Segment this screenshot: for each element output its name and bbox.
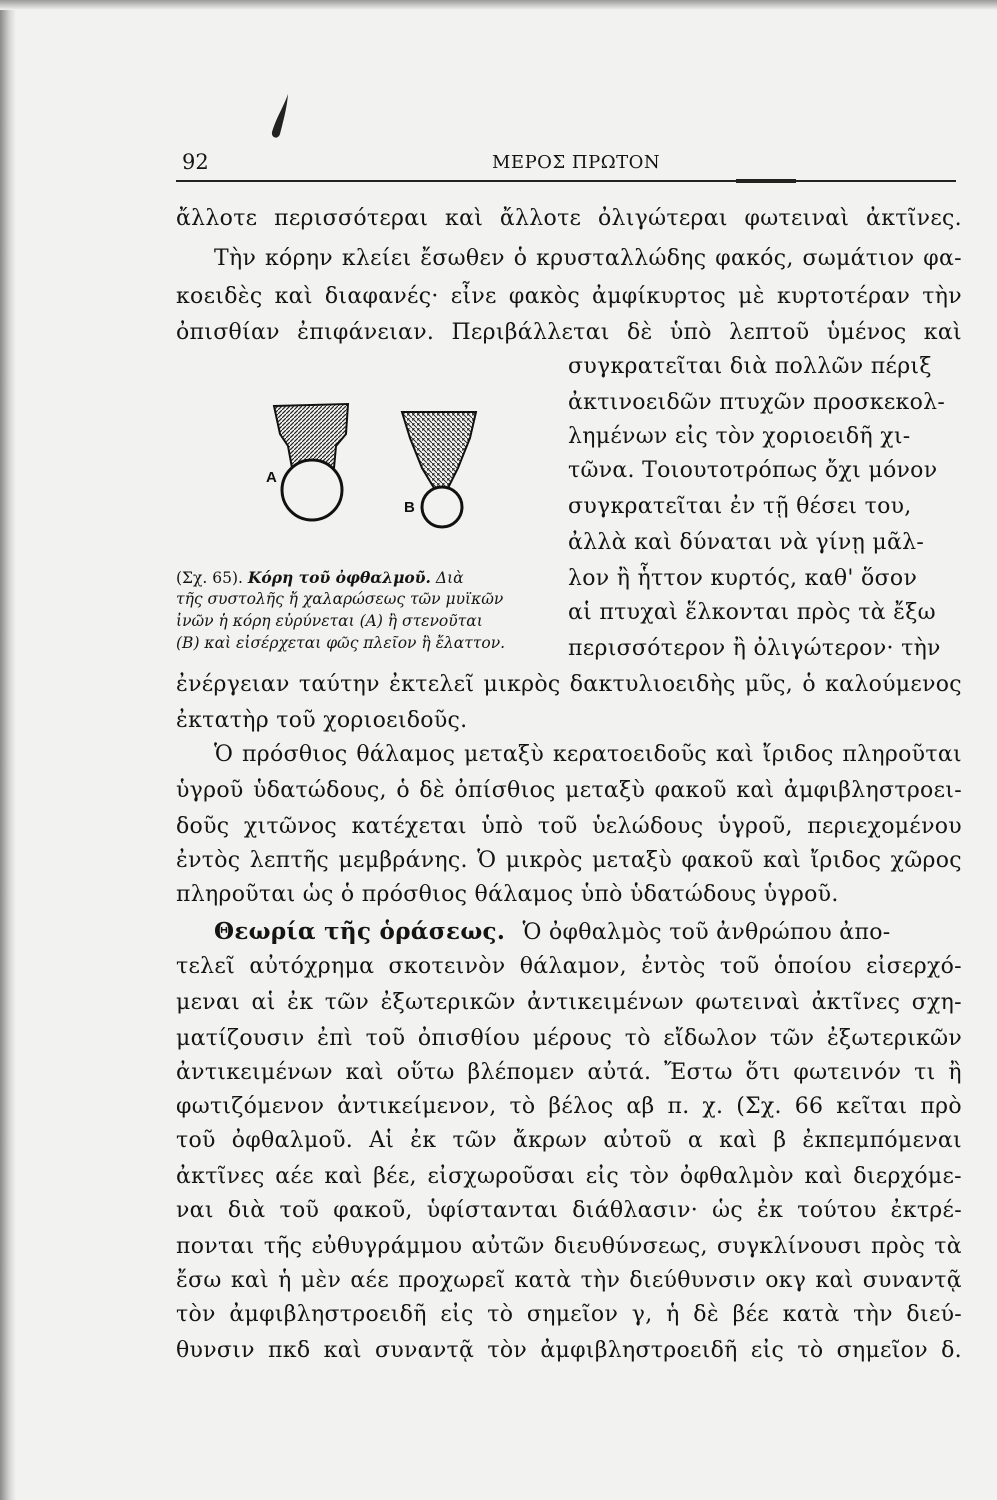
word: ἐνέργειαν: [176, 672, 290, 697]
body-line: ἀκτινοειδῶν πτυχῶν προσκεκολ-: [568, 390, 946, 415]
body-line: [176, 1026, 962, 1051]
word: 66: [794, 1094, 824, 1119]
pupil-a-circle: [282, 460, 342, 520]
word: πρόσθιος: [242, 742, 348, 767]
word: αὐτῶν: [471, 1234, 545, 1259]
word: οκγ: [765, 1268, 807, 1293]
word: Ὁ: [214, 742, 234, 767]
word: μικρὸς: [505, 848, 583, 873]
word: καὶ: [923, 320, 962, 345]
body-line: [176, 848, 962, 873]
word: δὲ: [626, 320, 653, 345]
body-line: [176, 1198, 962, 1223]
word: θάλαμον,: [519, 954, 627, 979]
figure-caption-line: [176, 568, 552, 587]
word: ὑπὸ: [481, 814, 524, 839]
word: τοῦ: [537, 814, 578, 839]
word: τὸ: [797, 1338, 824, 1363]
word: καὶ: [762, 848, 802, 873]
word: ἀμφιβληστροειδῆ: [229, 1302, 427, 1327]
word: ἔσω: [176, 1268, 222, 1293]
word: ἐντὸς: [641, 954, 706, 979]
word: μεμβράνης.: [338, 848, 468, 873]
word: θάλαμος: [356, 742, 456, 767]
word: ἐκ: [410, 1128, 437, 1153]
word: Αἱ: [369, 1128, 395, 1153]
word: μῦς,: [744, 672, 794, 697]
word: διαφανές·: [324, 284, 439, 309]
body-line: πληροῦται ὡς ὁ πρόσθιος θάλαμος ὑπὸ ὑδατώδους ὑγροῦ.: [176, 882, 839, 907]
word: ὡς: [712, 1198, 743, 1223]
word: ἐκτελεῖ: [389, 672, 475, 697]
page-edge-shadow: [0, 0, 16, 1500]
word: βέε,: [373, 1164, 417, 1189]
body-line: [176, 814, 962, 839]
body-line: [176, 1094, 962, 1119]
body-line: [176, 990, 962, 1015]
word: σωμάτιον: [802, 246, 915, 271]
word: ὁ: [513, 246, 528, 271]
word: φακὸς: [508, 284, 580, 309]
word: Ὁ: [477, 848, 497, 873]
word: λεπτοῦ: [729, 320, 810, 345]
page-number: 92: [182, 150, 209, 174]
word: συναντᾷ: [375, 1338, 475, 1363]
body-line: ἐκτατὴρ τοῦ χοριοειδοῦς.: [176, 708, 468, 733]
pupil-figure: [262, 398, 482, 538]
word: γ,: [631, 1302, 653, 1327]
word: μὲ: [738, 284, 765, 309]
word: τὸ: [487, 1302, 514, 1327]
word: διεύθυνσιν: [629, 1268, 757, 1293]
word: τῆς: [263, 1234, 303, 1259]
word: καὶ: [274, 284, 313, 309]
word: καὶ: [815, 1268, 854, 1293]
word: πρὸ: [920, 1094, 962, 1119]
word: (Σχ.: [736, 1094, 782, 1119]
word: μεταξὺ: [565, 778, 646, 803]
body-line: συγκρατεῖται ἐν τῇ θέσει του,: [568, 494, 912, 519]
pupil-b-circle: [422, 487, 462, 527]
header-rule: [176, 180, 956, 182]
word: εἰσερχό-: [866, 954, 962, 979]
word: ἀκτῖνες.: [866, 206, 962, 231]
body-line: [176, 284, 962, 309]
word: εἰς: [585, 1164, 619, 1189]
word: καὶ: [445, 206, 484, 231]
body-line: τῶνα. Τοιουτοτρόπως ὄχι μόνον: [568, 458, 938, 483]
word: μέρους: [532, 1026, 613, 1051]
word: δὲ: [419, 778, 445, 803]
word: ἄλλοτε: [499, 206, 582, 231]
iris-b-shape: [402, 412, 476, 488]
word: ἐκ: [757, 1198, 784, 1223]
word: μικρὸς: [483, 672, 561, 697]
word: κοειδὲς: [176, 284, 263, 309]
word: φωτιζόμενον: [176, 1094, 325, 1119]
word: ἢ: [948, 1060, 962, 1085]
word: κατὰ: [514, 1268, 572, 1293]
figure-title: Κόρη τοῦ ὀφθαλμοῦ.: [247, 568, 431, 587]
word: ἐκπεμπόμεναι: [802, 1128, 962, 1153]
word: κερατοειδοῦς: [552, 742, 708, 767]
word: διάθλασιν·: [572, 1198, 699, 1223]
body-line: [214, 246, 962, 271]
figure-caption-line: (Β) καὶ εἰσέρχεται φῶς πλεῖον ἢ ἔλαττον.: [176, 634, 506, 652]
word: κυρτοτέραν: [776, 284, 911, 309]
word: ὑγροῦ: [176, 778, 244, 803]
word: πκδ: [268, 1338, 311, 1363]
word: βέε: [732, 1302, 770, 1327]
body-line: ἀλλὰ καὶ δύναται νὰ γίνῃ μᾶλ-: [568, 530, 925, 555]
word: ὑφίστανται: [426, 1198, 559, 1223]
word: ὁ: [396, 778, 410, 803]
figure-caption-line: τῆς συστολῆς ἤ χαλαρώσεως τῶν μυϊκῶν: [176, 590, 504, 608]
word: διευθύνσεως,: [553, 1234, 708, 1259]
word: κόρην: [265, 246, 333, 271]
word: τι: [914, 1060, 936, 1085]
body-line: [176, 1128, 962, 1153]
body-line: αἱ πτυχαὶ ἕλκονται πρὸς τὰ ἔξω: [568, 600, 936, 625]
body-line: λον ἢ ἧττον κυρτός, καθ' ὅσον: [568, 566, 918, 591]
word: αὐτοῦ: [603, 1128, 672, 1153]
word: αὐτόχρημα: [249, 954, 375, 979]
word: φακοῦ: [681, 848, 754, 873]
word: καὶ: [323, 1338, 362, 1363]
word: εὐθυγράμμου: [311, 1234, 463, 1259]
word: ἐπιφάνειαν.: [297, 320, 435, 345]
word: ἀμφιβληστροει-: [783, 778, 962, 803]
section-heading: Θεωρία τῆς ὁράσεως.: [214, 918, 506, 945]
word: ὅτι: [745, 1060, 781, 1085]
word: ὀφθαλμοῦ.: [231, 1128, 354, 1153]
word: ὑπὸ: [669, 320, 712, 345]
word: τὴν: [580, 1268, 621, 1293]
word: προχωρεῖ: [398, 1268, 506, 1293]
section-first-line: Ὁ ὀφθαλμὸς τοῦ ἀνθρώπου ἀπο-: [522, 920, 891, 945]
word: τῶν: [324, 990, 370, 1015]
word: τὸν: [629, 1164, 670, 1189]
word: ἀμφιβληστροειδῆ: [540, 1338, 738, 1363]
word: σημεῖον: [836, 1338, 928, 1363]
word: πονται: [176, 1234, 255, 1259]
word: τὸ: [624, 1026, 651, 1051]
word: αἱ: [251, 990, 276, 1015]
word: ἀκτῖνες: [176, 1164, 265, 1189]
word: καὶ: [719, 1128, 758, 1153]
word: ἀκτῖνες: [811, 990, 901, 1015]
word: τὴν: [922, 284, 962, 309]
word: ἡ: [666, 1302, 680, 1327]
body-line: συγκρατεῖται διὰ πολλῶν πέριξ: [568, 354, 932, 379]
word: σχη-: [911, 990, 962, 1015]
word: χ.: [702, 1094, 724, 1119]
word: διερχόμε-: [853, 1164, 962, 1189]
word: π.: [667, 1094, 690, 1119]
word: δ.: [941, 1338, 962, 1363]
word: τὰ: [934, 1234, 962, 1259]
word: τοῦ: [279, 1198, 320, 1223]
word: ἐκ: [287, 990, 314, 1015]
word: ὁ: [802, 672, 816, 697]
word: δοῦς: [176, 814, 230, 839]
word: διὰ: [227, 1198, 266, 1223]
page-header: [176, 146, 956, 180]
body-line: [176, 778, 962, 803]
word: ἐξωτερικῶν: [380, 990, 516, 1015]
word: αβ: [626, 1094, 655, 1119]
word: μεταξὺ: [464, 742, 545, 767]
ink-smudge-mark: [266, 92, 296, 142]
word: μεταξὺ: [592, 848, 673, 873]
word: ματίζουσιν: [176, 1026, 305, 1051]
body-line: περισσότερον ἢ ὀλιγώτερον· τὴν: [568, 636, 941, 661]
word: τούτου: [797, 1198, 877, 1223]
word: ἀντικειμένων: [176, 1060, 333, 1085]
word: ὁποίου: [773, 954, 852, 979]
body-line: [176, 1164, 962, 1189]
word: φα-: [923, 246, 962, 271]
word: ἐξωτερικῶν: [826, 1026, 962, 1051]
body-line: [176, 206, 962, 231]
word: καὶ: [736, 778, 775, 803]
word: κλείει: [341, 246, 412, 271]
word: συναντᾷ: [862, 1268, 962, 1293]
body-line: [176, 672, 962, 697]
word: μεναι: [176, 990, 241, 1015]
word: κατέχεται: [351, 814, 467, 839]
word: τὸν: [487, 1338, 528, 1363]
section-heading-line: [214, 918, 962, 945]
word: τῶν: [769, 1026, 815, 1051]
word: καλούμενος: [825, 672, 962, 697]
word: φωτειναὶ: [744, 206, 850, 231]
word: ταύτην: [298, 672, 380, 697]
word: τοῦ: [719, 954, 760, 979]
word: εἴδωλον: [663, 1026, 758, 1051]
word: κατὰ: [782, 1302, 840, 1327]
word: Περιβάλλεται: [451, 320, 610, 345]
figure-reference: (Σχ. 65).: [176, 569, 243, 587]
page-top-shadow: [0, 0, 997, 10]
body-line: [176, 1302, 962, 1327]
body-line: λημένων εἰς τὸν χοριοειδῆ χι-: [568, 424, 911, 449]
word: ἔσωθεν: [420, 246, 505, 271]
word: χῶρος: [890, 848, 962, 873]
word: α: [687, 1128, 704, 1153]
word: πρὸς: [870, 1234, 926, 1259]
word: καὶ: [804, 1164, 843, 1189]
word: εἰσχωροῦσαι: [427, 1164, 576, 1189]
word: τὸ: [509, 1094, 536, 1119]
body-line: [176, 320, 962, 345]
word: ὀπισθίου: [417, 1026, 521, 1051]
word: τοῦ: [176, 1128, 216, 1153]
word: μὲν: [300, 1268, 342, 1293]
word: Ἔστω: [664, 1060, 733, 1085]
word: ἄκρων: [512, 1128, 588, 1153]
caption-text: Διὰ: [435, 569, 464, 587]
word: συγκλίνουσι: [716, 1234, 862, 1259]
word: σκοτεινὸν: [388, 954, 506, 979]
body-line: [176, 1268, 962, 1293]
word: ὀφθαλμὸν: [679, 1164, 794, 1189]
word: σημεῖον: [526, 1302, 619, 1327]
word: τοῦ: [365, 1026, 406, 1051]
word: καὶ: [230, 1268, 269, 1293]
word: ἴριδος: [762, 742, 834, 767]
word: ἄλλοτε: [176, 206, 258, 231]
word: λεπτῆς: [249, 848, 330, 873]
word: εἰς: [750, 1338, 785, 1363]
word: ναι: [176, 1198, 214, 1223]
word: ἐντὸς: [176, 848, 241, 873]
body-line: [176, 1338, 962, 1363]
body-line: [176, 1234, 962, 1259]
word: περιεχομένου: [807, 814, 962, 839]
body-line: [214, 742, 962, 767]
word: χιτῶνος: [243, 814, 338, 839]
iris-a-shape: [274, 404, 348, 468]
word: βέλος: [548, 1094, 614, 1119]
word: τὴν: [853, 1302, 893, 1327]
word: κεῖται: [836, 1094, 908, 1119]
word: τελεῖ: [176, 954, 236, 979]
word: Τὴν: [214, 246, 257, 271]
word: φακοῦ,: [333, 1198, 413, 1223]
word: ἐκτρέ-: [890, 1198, 962, 1223]
word: εἶνε: [450, 284, 497, 309]
word: φωτειναὶ: [695, 990, 801, 1015]
word: ἐπὶ: [317, 1026, 353, 1051]
word: δακτυλιοειδὴς: [569, 672, 736, 697]
word: διεύ-: [906, 1302, 962, 1327]
word: κρυσταλλώδης: [536, 246, 707, 271]
word: ὀλιγώτεραι: [597, 206, 728, 231]
word: καὶ: [324, 1164, 363, 1189]
body-line: [176, 954, 962, 979]
word: β: [773, 1128, 787, 1153]
word: αὐτά.: [587, 1060, 652, 1085]
word: δὲ: [693, 1302, 719, 1327]
word: πληροῦται: [842, 742, 962, 767]
word: θυνσιν: [176, 1338, 255, 1363]
figure-label-a: A: [266, 469, 277, 486]
word: φακός,: [715, 246, 794, 271]
word: ἡ: [278, 1268, 292, 1293]
word: οὕτω: [396, 1060, 455, 1085]
word: τὸν: [176, 1302, 216, 1327]
word: ὑδατώδους,: [253, 778, 387, 803]
word: ὀπισθίαν: [176, 320, 280, 345]
word: ἴριδος: [810, 848, 882, 873]
word: ἀντικειμένων: [527, 990, 684, 1015]
word: ἀντικείμενον,: [337, 1094, 497, 1119]
word: ὑελώδους: [592, 814, 704, 839]
word: αέε: [275, 1164, 314, 1189]
word: βλέπομεν: [467, 1060, 575, 1085]
word: φωτεινόν: [793, 1060, 902, 1085]
word: ὑμένος: [826, 320, 907, 345]
body-line: [176, 1060, 962, 1085]
running-head: ΜΕΡΟΣ ΠΡΩΤΟΝ: [492, 152, 661, 173]
word: ὑγροῦ,: [717, 814, 793, 839]
word: περισσότεραι: [274, 206, 429, 231]
word: ὀπίσθιος: [454, 778, 556, 803]
word: ἀμφίκυρτος: [592, 284, 727, 309]
word: εἰς: [440, 1302, 474, 1327]
figure-caption-line: ἰνῶν ἡ κόρη εὐρύνεται (Α) ἢ στενοῦται: [176, 612, 483, 630]
word: καὶ: [345, 1060, 384, 1085]
word: τῶν: [452, 1128, 497, 1153]
word: φακοῦ: [654, 778, 727, 803]
figure-label-b: B: [404, 499, 415, 516]
word: αέε: [350, 1268, 389, 1293]
word: καὶ: [715, 742, 754, 767]
